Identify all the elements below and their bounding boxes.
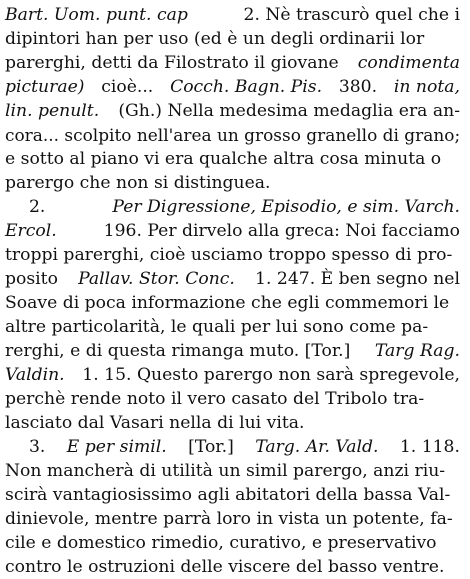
text-segment: 3. bbox=[29, 437, 46, 457]
text-segment: lasciato dal Vasari nella di lui vita. bbox=[5, 413, 305, 433]
text-line bbox=[5, 291, 460, 315]
text-segment: 1. 15. Questo parergo non sarà spregevole, bbox=[82, 365, 460, 385]
text-line bbox=[5, 75, 460, 99]
text-segment: e sotto al piano vi era qualche altra cosa minuta o bbox=[5, 149, 442, 169]
italic-citation: lin. penult. bbox=[5, 101, 100, 121]
italic-citation: Per Digressione, Episodio, e sim. Varch. bbox=[112, 197, 460, 217]
text-line bbox=[5, 51, 460, 75]
text-line bbox=[5, 531, 460, 555]
italic-citation: condimenta bbox=[357, 53, 460, 73]
text-segment: contro le ostruzioni delle viscere del basso ventre. bbox=[5, 557, 445, 577]
text-segment: Soave di poca informazione che egli commemori le bbox=[5, 293, 450, 313]
text-line bbox=[5, 27, 460, 51]
italic-citation: Cocch. Bagn. Pis. bbox=[170, 77, 323, 97]
text-segment: 1. 247. È ben segno nel bbox=[255, 269, 460, 289]
italic-citation: E per simil. bbox=[66, 437, 167, 457]
italic-citation: Ercol. bbox=[5, 221, 57, 241]
text-segment: Non mancherà di utilità un simil parergo, anzi riu- bbox=[5, 461, 446, 481]
text-segment: 2. Nè trascurò quel che i bbox=[243, 5, 460, 25]
italic-citation: Targ Rag. bbox=[374, 341, 460, 361]
text-line bbox=[5, 3, 460, 27]
text-line bbox=[5, 243, 460, 267]
text-segment: parerghi, detti da Filostrato il giovane bbox=[5, 53, 339, 73]
entry-text bbox=[5, 3, 460, 579]
text-segment: 1. 118. bbox=[399, 437, 460, 457]
italic-citation: picturae) bbox=[5, 77, 85, 97]
text-segment: dinievole, mentre parrà loro in vista un potente, fa- bbox=[5, 509, 453, 529]
italic-citation: Targ. Ar. Vald. bbox=[255, 437, 379, 457]
text-line bbox=[5, 483, 460, 507]
text-segment: rerghi, e di questa rimanga muto. [Tor.] bbox=[5, 341, 351, 361]
text-segment: altre particolarità, le quali per lui sono come pa- bbox=[5, 317, 429, 337]
text-line bbox=[5, 363, 460, 387]
italic-citation: Pallav. Stor. Conc. bbox=[78, 269, 235, 289]
text-segment: cora... scolpito nell'area un grosso granello di grano; bbox=[5, 125, 461, 145]
text-segment: dipintori han per uso (ed è un degli ordinarii lor bbox=[5, 29, 425, 49]
text-line bbox=[5, 387, 460, 411]
italic-citation: Bart. Uom. punt. cap bbox=[5, 5, 188, 25]
text-line bbox=[5, 195, 460, 219]
text-line bbox=[5, 147, 460, 171]
text-segment: perchè rende noto il vero casato del Tribolo tra- bbox=[5, 389, 425, 409]
text-segment: 196. Per dirvelo alla greca: Noi facciamo bbox=[103, 221, 460, 241]
text-line bbox=[5, 507, 460, 531]
italic-citation: in nota, bbox=[393, 77, 460, 97]
text-segment: 380. bbox=[338, 77, 378, 97]
text-line bbox=[5, 339, 460, 363]
text-segment: 2. bbox=[29, 197, 46, 217]
text-line bbox=[5, 435, 460, 459]
text-segment: troppi parerghi, cioè usciamo troppo spesso di pro- bbox=[5, 245, 453, 265]
text-segment: cioè... bbox=[101, 77, 154, 97]
text-segment: parergo che non si distinguea. bbox=[5, 173, 271, 193]
text-line bbox=[5, 411, 460, 435]
text-line bbox=[5, 99, 460, 123]
text-line bbox=[5, 219, 460, 243]
text-segment: scirà vantagiosissimo agli abitatori della bassa Val- bbox=[5, 485, 451, 505]
text-line bbox=[5, 123, 460, 147]
text-segment: [Tor.] bbox=[188, 437, 234, 457]
text-line bbox=[5, 459, 460, 483]
text-segment: (Gh.) Nella medesima medaglia era an- bbox=[118, 101, 460, 121]
text-line bbox=[5, 555, 460, 579]
text-segment: cile e domestico rimedio, curativo, e preservativo bbox=[5, 533, 437, 553]
italic-citation: Valdin. bbox=[5, 365, 65, 385]
text-line bbox=[5, 171, 460, 195]
text-line bbox=[5, 315, 460, 339]
text-line bbox=[5, 267, 460, 291]
text-segment: posito bbox=[5, 269, 58, 289]
